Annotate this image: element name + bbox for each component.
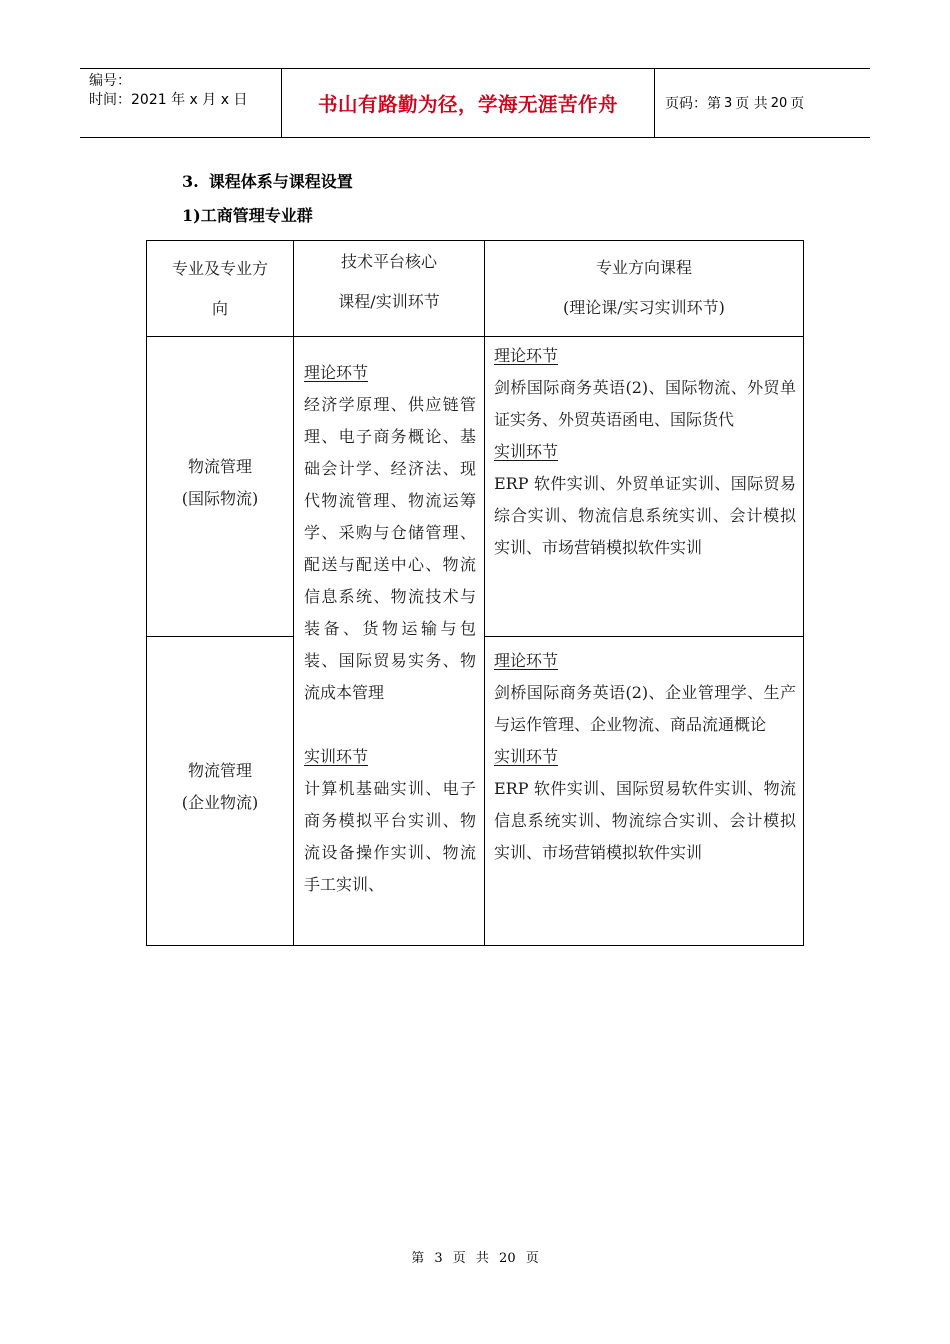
table-border [484,636,804,637]
header-text: 向 [211,299,228,318]
header-major-direction [147,249,293,329]
page-total: 20 [770,95,788,111]
header-page-number [665,69,804,137]
subsection-heading: 1)工商管理专业群 [182,206,313,225]
major-name: 物流管理 [187,761,252,780]
table-border [484,240,485,946]
table-border [146,945,804,946]
table-border [146,336,804,337]
major-direction: (国际物流) [181,489,259,508]
theory-courses: 经济学原理、供应链管理、电子商务概论、基础会计学、经济法、现代物流管理、物流运筹学、采购与仓储管理、配送与配送中心、物流信息系统、物流技术与装备、货物运输与包装、国际贸易实务、物流成本管理 [304,395,476,702]
section-title: 课程体系与课程设置 [208,172,353,191]
theory-label: 理论环节 [304,363,369,382]
practice-courses: ERP 软件实训、国际贸易软件实训、物流信息系统实训、物流综合实训、会计模拟实训、市场营销模拟软件实训 [494,779,796,862]
major-name: 物流管理 [187,457,252,476]
theory-label: 理论环节 [494,346,559,365]
header-text: 专业及专业方 [171,259,268,278]
major-direction: (企业物流) [181,793,259,812]
practice-label: 实训环节 [494,442,559,461]
curriculum-table [146,240,804,946]
header-platform-courses [294,242,484,322]
theory-courses: 剑桥国际商务英语(2)、国际物流、外贸单证实务、外贸英语函电、国际货代 [494,378,796,429]
direction-courses-cell [494,340,796,564]
page-mid: 页 共 [735,96,768,112]
page-suffix: 页 [790,96,805,112]
theory-label: 理论环节 [494,651,559,670]
page-current: 3 [724,95,733,111]
platform-courses-cell [304,357,476,901]
header-text: 专业方向课程 [595,258,692,277]
header-motto: 书山有路勤为径，学海无涯苦作舟 [317,93,618,116]
practice-courses: 计算机基础实训、电子商务模拟平台实训、物流设备操作实训、物流手工实训、 [304,779,476,894]
practice-label: 实训环节 [304,747,369,766]
header-text: (理论课/实习实训环节) [563,298,725,317]
document-number-label: 编号： [89,73,131,89]
page-footer: 第 3 页 共 20 页 [411,1251,539,1266]
table-border [803,240,804,946]
table-border [293,240,294,946]
header-direction-courses [485,248,803,328]
document-date: 时间：2021 年 x 月 x 日 [89,92,248,108]
header-text: 技术平台核心 [340,252,437,271]
practice-label: 实训环节 [494,747,559,766]
page-header [80,68,870,138]
theory-courses: 剑桥国际商务英语(2)、企业管理学、生产与运作管理、企业物流、商品流通概论 [494,683,796,734]
table-border [146,636,293,637]
header-meta [89,72,247,110]
section-number: 3. [182,172,199,191]
major-cell [147,451,293,515]
table-border [146,240,147,946]
practice-courses: ERP 软件实训、外贸单证实训、国际贸易综合实训、物流信息系统实训、会计模拟实训、市场营销模拟软件实训 [494,474,796,557]
page-prefix: 页码：第 [665,96,721,112]
major-cell [147,755,293,819]
header-divider [654,69,655,137]
table-border [146,240,804,241]
section-heading [182,169,353,192]
direction-courses-cell [494,645,796,869]
header-text: 课程/实训环节 [338,292,440,311]
